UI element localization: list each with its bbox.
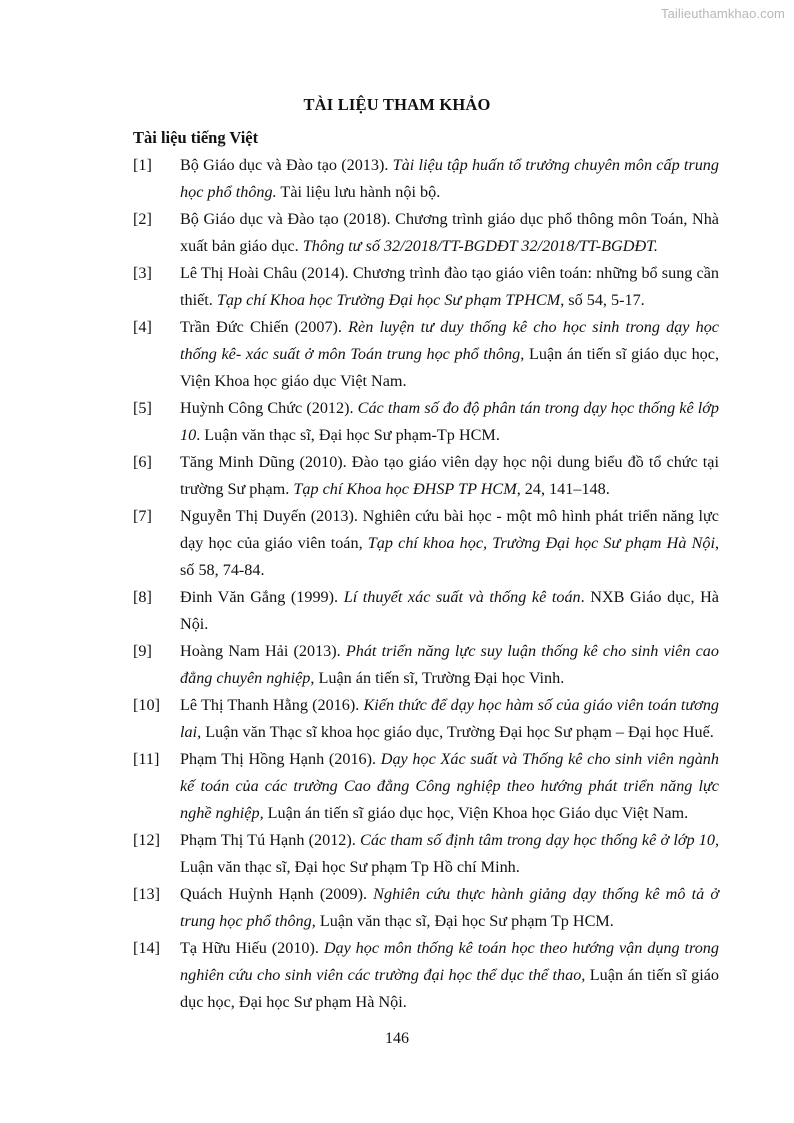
reference-text-part: , Luận án tiến sĩ, Trường Đại học Vinh. xyxy=(310,669,565,687)
reference-text-part: Bộ Giáo dục và Đào tạo (2013). xyxy=(180,156,393,174)
reference-text-part: Lê Thị Hoài Châu (2014). Chương trình đào tạo giáo viên toán: những bổ sung cần thiết. xyxy=(180,264,719,309)
reference-number: [5] xyxy=(133,399,152,417)
reference-text xyxy=(180,584,719,638)
reference-text-part: Lê Thị Thanh Hằng (2016). xyxy=(180,696,364,714)
reference-text xyxy=(180,746,719,827)
reference-number: [2] xyxy=(133,210,152,228)
reference-title-italic: , Tạp chí khoa học, Trường Đại học Sư phạm Hà Nội xyxy=(358,534,715,552)
reference-item xyxy=(133,503,719,584)
reference-item xyxy=(133,746,719,827)
reference-number: [3] xyxy=(133,264,152,282)
reference-text-part: . NXB Giáo dục, Hà Nội. xyxy=(180,588,719,633)
reference-text-part: , Luận án tiến sĩ giáo dục học, Viện Khoa học giáo dục Việt Nam. xyxy=(180,345,719,390)
reference-text-part: Trần Đức Chiến (2007). xyxy=(180,318,349,336)
reference-item xyxy=(133,314,719,395)
page-number: 146 xyxy=(385,1030,409,1047)
reference-text-part: Quách Huỳnh Hạnh (2009). xyxy=(180,885,374,903)
reference-title-italic: Phát triển năng lực suy luận thống kê cho sinh viên cao đẳng chuyên nghiệp xyxy=(180,642,719,687)
reference-title-italic: Nghiên cứu thực hành giảng dạy thống kê mô tả ở trung học phổ thông, xyxy=(180,885,719,930)
reference-text-part: Đinh Văn Gắng (1999). xyxy=(180,588,344,606)
reference-item xyxy=(133,827,719,881)
reference-text-part: Luận văn thạc sĩ, Đại học Sư phạm Tp HCM. xyxy=(315,912,614,930)
reference-text xyxy=(180,881,719,935)
reference-text xyxy=(180,152,719,206)
reference-text-part: Phạm Thị Hồng Hạnh (2016). xyxy=(180,750,381,768)
reference-text-part: Tăng Minh Dũng (2010). Đào tạo giáo viên dạy học nội dung biểu đồ tổ chức tại trường Sư phạm. xyxy=(180,453,719,498)
reference-title-italic: Rèn luyện tư duy thống kê cho học sinh trong dạy học thống kê- xác suất ở môn Toán trung học phổ thông xyxy=(180,318,719,363)
reference-item xyxy=(133,395,719,449)
reference-number: [9] xyxy=(133,642,152,660)
reference-title-italic: Kiến thức để dạy học hàm số của giáo viên toán tương lai, xyxy=(180,696,720,741)
reference-number: [12] xyxy=(133,831,160,849)
reference-item xyxy=(133,935,719,1016)
reference-text-part: Phạm Thị Tú Hạnh (2012). xyxy=(180,831,361,849)
reference-title-italic: Dạy học Xác suất và Thống kê cho sinh viên ngành kế toán của các trường Cao đẳng Công nghiệp theo hướng phát triển năng lực nghề nghiệp, xyxy=(180,750,719,822)
reference-item xyxy=(133,206,719,260)
reference-number: [13] xyxy=(133,885,160,903)
reference-title-italic: Tạp chí Khoa học ĐHSP TP HCM xyxy=(293,480,517,498)
section-heading: Tài liệu tiếng Việt xyxy=(133,128,259,147)
reference-item xyxy=(133,638,719,692)
reference-text xyxy=(180,395,719,449)
reference-number: [14] xyxy=(133,939,160,957)
reference-text xyxy=(180,935,719,1016)
watermark-text: Tailieuthamkhao.com xyxy=(660,6,785,21)
reference-item xyxy=(133,692,719,746)
reference-text-part: Hoàng Nam Hải (2013). xyxy=(180,642,346,660)
reference-title-italic: Lí thuyết xác suất và thống kê toán xyxy=(343,588,581,606)
reference-number: [8] xyxy=(133,588,152,606)
reference-title-italic: Tài liệu tập huấn tổ trưởng chuyên môn cấp trung học phổ thông. xyxy=(180,156,719,201)
reference-text-part: Luận án tiến sĩ giáo dục học, Viện Khoa học Giáo dục Việt Nam. xyxy=(263,804,689,822)
reference-text-part: , số 58, 74-84. xyxy=(180,534,719,579)
reference-text xyxy=(180,260,719,314)
reference-text-part: . Luận văn thạc sĩ, Đại học Sư phạm-Tp HCM. xyxy=(196,426,500,444)
reference-text xyxy=(180,503,719,584)
reference-text-part: Luận văn Thạc sĩ khoa học giáo dục, Trường Đại học Sư phạm – Đại học Huế. xyxy=(201,723,714,741)
reference-text xyxy=(180,827,719,881)
reference-text-part: Nguyễn Thị Duyến (2013). Nghiên cứu bài học - một mô hình phát triển năng lực dạy học của giáo viên toán xyxy=(180,507,719,552)
page-title: TÀI LIỆU THAM KHẢO xyxy=(303,95,491,114)
reference-number: [11] xyxy=(133,750,160,768)
reference-number: [7] xyxy=(133,507,152,525)
reference-item xyxy=(133,260,719,314)
reference-item xyxy=(133,584,719,638)
reference-title-italic: Tạp chí Khoa học Trường Đại học Sư phạm TPHCM xyxy=(216,291,561,309)
reference-title-italic: Các tham số đo độ phân tán trong dạy học thống kê lớp 10 xyxy=(180,399,719,444)
reference-text xyxy=(180,314,719,395)
reference-number: [6] xyxy=(133,453,152,471)
reference-title-italic: Thông tư số 32/2018/TT-BGDĐT 32/2018/TT-BGDĐT. xyxy=(302,237,658,255)
reference-text-part: Tạ Hữu Hiếu (2010). xyxy=(180,939,324,957)
reference-text-part: Luận án tiến sĩ giáo dục học, Đại học Sư phạm Hà Nội. xyxy=(180,966,719,1011)
reference-text-part: Huỳnh Công Chức (2012). xyxy=(180,399,358,417)
reference-text xyxy=(180,206,719,260)
reference-item xyxy=(133,152,719,206)
reference-text xyxy=(180,692,719,746)
reference-list xyxy=(133,152,719,1016)
reference-number: [4] xyxy=(133,318,152,336)
reference-item xyxy=(133,881,719,935)
reference-text xyxy=(180,638,719,692)
reference-text-part: Tài liệu lưu hành nội bộ. xyxy=(276,183,441,201)
reference-text xyxy=(180,449,719,503)
reference-number: [1] xyxy=(133,156,152,174)
reference-item xyxy=(133,449,719,503)
reference-text-part: , 24, 141–148. xyxy=(516,480,610,498)
reference-text-part: Bộ Giáo dục và Đào tạo (2018). Chương trình giáo dục phổ thông môn Toán, Nhà xuất bản giáo dục. xyxy=(180,210,719,255)
reference-title-italic: Các tham số định tâm trong dạy học thống kê ở lớp 10, xyxy=(360,831,719,849)
reference-text-part: , số 54, 5-17. xyxy=(560,291,645,309)
reference-number: [10] xyxy=(133,696,160,714)
reference-title-italic: Dạy học môn thống kê toán học theo hướng vận dụng trong nghiên cứu cho sinh viên các trường đại học thể dục thể thao, xyxy=(180,939,719,984)
reference-text-part: Luận văn thạc sĩ, Đại học Sư phạm Tp Hồ chí Minh. xyxy=(180,858,520,876)
